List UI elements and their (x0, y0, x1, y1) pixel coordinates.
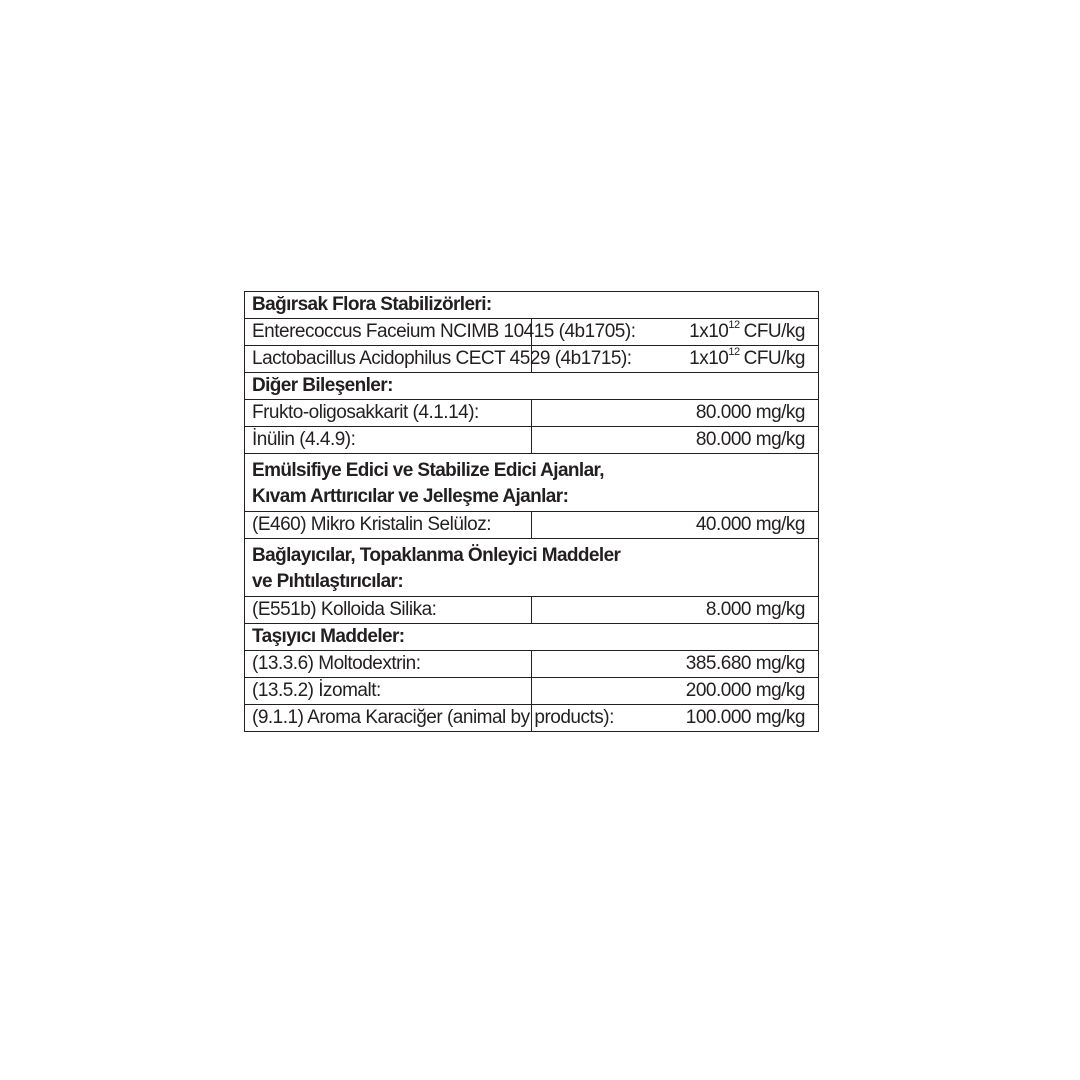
ingredient-name: Frukto-oligosakkarit (4.1.14): (245, 400, 532, 427)
section-heading (245, 624, 819, 651)
ingredient-value: 8.000 mg/kg (532, 597, 819, 624)
table-row (245, 678, 819, 705)
table-row (245, 597, 819, 624)
section-heading-row (245, 539, 819, 597)
ingredient-name: (9.1.1) Aroma Karaciğer (animal by products): (245, 705, 532, 732)
composition-table (244, 291, 819, 732)
table-row (245, 346, 819, 373)
section-heading-line: Kıvam Arttırıcılar ve Jelleşme Ajanlar: (252, 485, 569, 507)
value-base: 1x10 (689, 348, 729, 369)
value-exponent: 12 (728, 345, 740, 358)
table-row (245, 512, 819, 539)
ingredient-name: Lactobacillus Acidophilus CECT 4529 (4b1715): (245, 346, 532, 373)
ingredient-name: (E460) Mikro Kristalin Selüloz: (245, 512, 532, 539)
section-heading-line: Emülsifiye Edici ve Stabilize Edici Ajanlar, (252, 459, 604, 481)
section-heading-line: Bağırsak Flora Stabilizörleri: (252, 294, 492, 315)
section-heading (245, 539, 819, 597)
ingredient-name: (E551b) Kolloida Silika: (245, 597, 532, 624)
value-unit: CFU/kg (743, 321, 805, 342)
section-heading (245, 454, 819, 512)
section-heading-row (245, 454, 819, 512)
ingredient-name: (13.3.6) Moltodextrin: (245, 651, 532, 678)
value-base: 1x10 (689, 321, 729, 342)
section-heading-row (245, 373, 819, 400)
ingredient-value: 80.000 mg/kg (532, 400, 819, 427)
ingredient-name: Enterecoccus Faceium NCIMB 10415 (4b1705): (245, 319, 532, 346)
table-row (245, 427, 819, 454)
ingredient-value: 385.680 mg/kg (532, 651, 819, 678)
value-unit: CFU/kg (743, 348, 805, 369)
ingredient-value: 40.000 mg/kg (532, 512, 819, 539)
ingredient-name: (13.5.2) İzomalt: (245, 678, 532, 705)
ingredient-value: 80.000 mg/kg (532, 427, 819, 454)
section-heading-row (245, 624, 819, 651)
section-heading-line: Taşıyıcı Maddeler: (252, 626, 405, 647)
section-heading-row (245, 292, 819, 319)
value-exponent: 12 (728, 318, 740, 331)
section-heading-line: Diğer Bileşenler: (252, 375, 393, 396)
section-heading-line: ve Pıhtılaştırıcılar: (252, 570, 404, 592)
ingredient-name: İnülin (4.4.9): (245, 427, 532, 454)
table-row (245, 400, 819, 427)
ingredient-value: 100.000 mg/kg (532, 705, 819, 732)
section-heading (245, 292, 819, 319)
section-heading (245, 373, 819, 400)
table-row (245, 705, 819, 732)
ingredient-value: 200.000 mg/kg (532, 678, 819, 705)
section-heading-line: Bağlayıcılar, Topaklanma Önleyici Maddeler (252, 544, 621, 566)
table-row (245, 651, 819, 678)
table-row (245, 319, 819, 346)
